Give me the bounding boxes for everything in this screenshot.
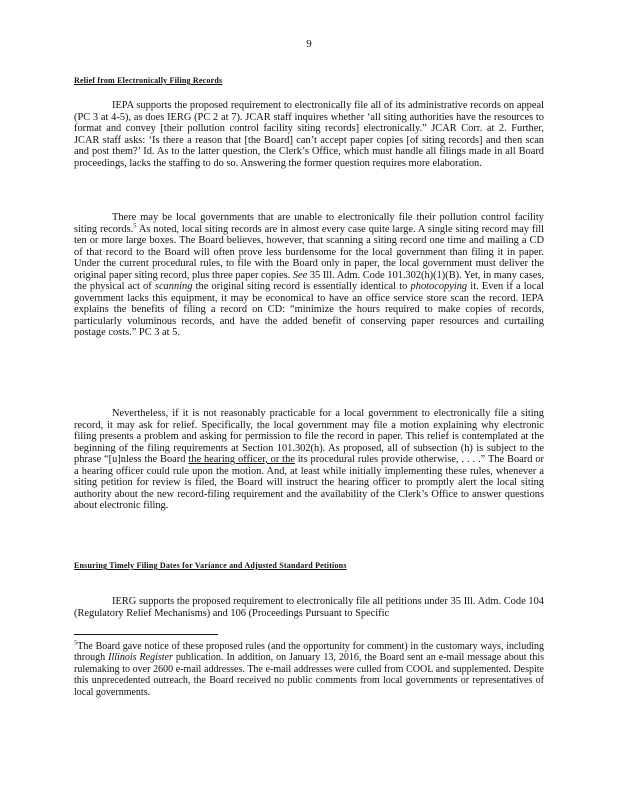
paragraph-text: IEPA supports the proposed requirement to electronically file all of its administrative records on appeal (PC 3 at 4-5), as does IERG (PC 2 at 7). JCAR staff inquires whether ‘all siting authorities have the resources to format and convey [their pollution control facility siting records] electronically.” JCAR Corr. at 2. Further, JCAR staff asks: ‘Is there a reason that [the Board] can’t accept paper copies [of siting records] and then scan and post them?’ Id. As to the latter question, the Clerk’s Office, which must handle all filings made in all Board proceedings, lacks the staffing to do so. Answering the former question requires more elaboration. — [74, 100, 544, 169]
footnote-divider — [74, 634, 218, 635]
paragraph-text: IERG supports the proposed requirement to electronically file all petitions under 35 Ill. Adm. Code 104 (Regulatory Relief Mechanisms) and 106 (Proceedings Pursuant to Specific — [74, 596, 544, 619]
paragraph-timely-1 — [74, 596, 544, 619]
paragraph-text: As noted, local siting records are in almost every case quite large. A single siting record may fill ten or more large boxes. The Board believes, however, that scanning a siting record one time and mailing a CD of that record to the Board will often prove less burdensome for the local government than filing it in paper. Under the current procedural rules, to file with the Board only in paper, the local government must deliver the original paper siting record, plus three paper copies. — [74, 223, 544, 281]
paragraph-text: its procedural rules provide otherwise, . . . .” The Board or a hearing officer could rule upon the motion. And, at least while initially implementing these rules, whenever a siting petition for review is filed, the Board will instruct the hearing officer to promptly alert the local siting authority about the new record-filing requirement and the availability of the Clerk’s Office to answer questions about electronic filing. — [74, 454, 544, 511]
section-heading-timely-filing: Ensuring Timely Filing Dates for Variance and Adjusted Standard Petitions — [74, 561, 347, 570]
footnote-5 — [74, 641, 544, 698]
footnote-reference: 5 — [133, 222, 137, 230]
emphasis-text: photocopying — [410, 281, 468, 292]
paragraph-relief-3 — [74, 408, 544, 512]
page-number: 9 — [306, 38, 312, 50]
footnote-marker: 5 — [74, 639, 78, 647]
paragraph-relief-1 — [74, 100, 544, 169]
paragraph-text: 35 Ill. Adm. Code 101.302(h)(1)(B). Yet, in many cases, the physical act of — [74, 269, 544, 292]
journal-title: Illinois Register — [108, 652, 173, 664]
struck-insertion-text: the hearing officer, or the — [188, 454, 295, 465]
footnote-text: publication. In addition, on January 13, 2016, the Board sent an e-mail message about this rulemaking to over 2600 e-mail addresses. The e-mail addresses were culled from COOL and supplemented. Despite this unprecedented outreach, the Board received no public comments from local governments or representatives of local governments. — [74, 652, 545, 698]
footnote-text: The Board gave notice of these proposed rules (and the opportunity for comment) in the customary ways, including through — [74, 641, 544, 664]
section-heading-relief: Relief from Electronically Filing Records — [74, 76, 223, 85]
paragraph-text: it. Even if a local government lacks this equipment, it may be economical to have an office service store scan the record. IEPA explains the benefits of filing a record on CD: “minimize the hours required to make copies of records, particularly voluminous records, and have the added benefit of conserving paper resources and curtailing postage costs.” PC 3 at 5. — [74, 281, 544, 338]
paragraph-text: the original siting record is essentially identical to — [192, 281, 411, 292]
paragraph-relief-2 — [74, 212, 544, 339]
paragraph-text: Nevertheless, if it is not reasonably practicable for a local government to electronically file a siting record, it may ask for relief. Specifically, the local government may file a motion explaining why electronic filing presents a problem and asking for permission to file the record in paper. This relief is contemplated at the beginning of the filing requirements at Section 101.302(h). As proposed, all of subsection (h) is subject to the phrase “[u]nless the Board — [74, 408, 544, 465]
citation-signal: See — [292, 269, 308, 281]
emphasis-text: scanning — [154, 281, 193, 292]
paragraph-text: There may be local governments that are unable to electronically file their pollution control facility siting records. — [74, 212, 544, 235]
